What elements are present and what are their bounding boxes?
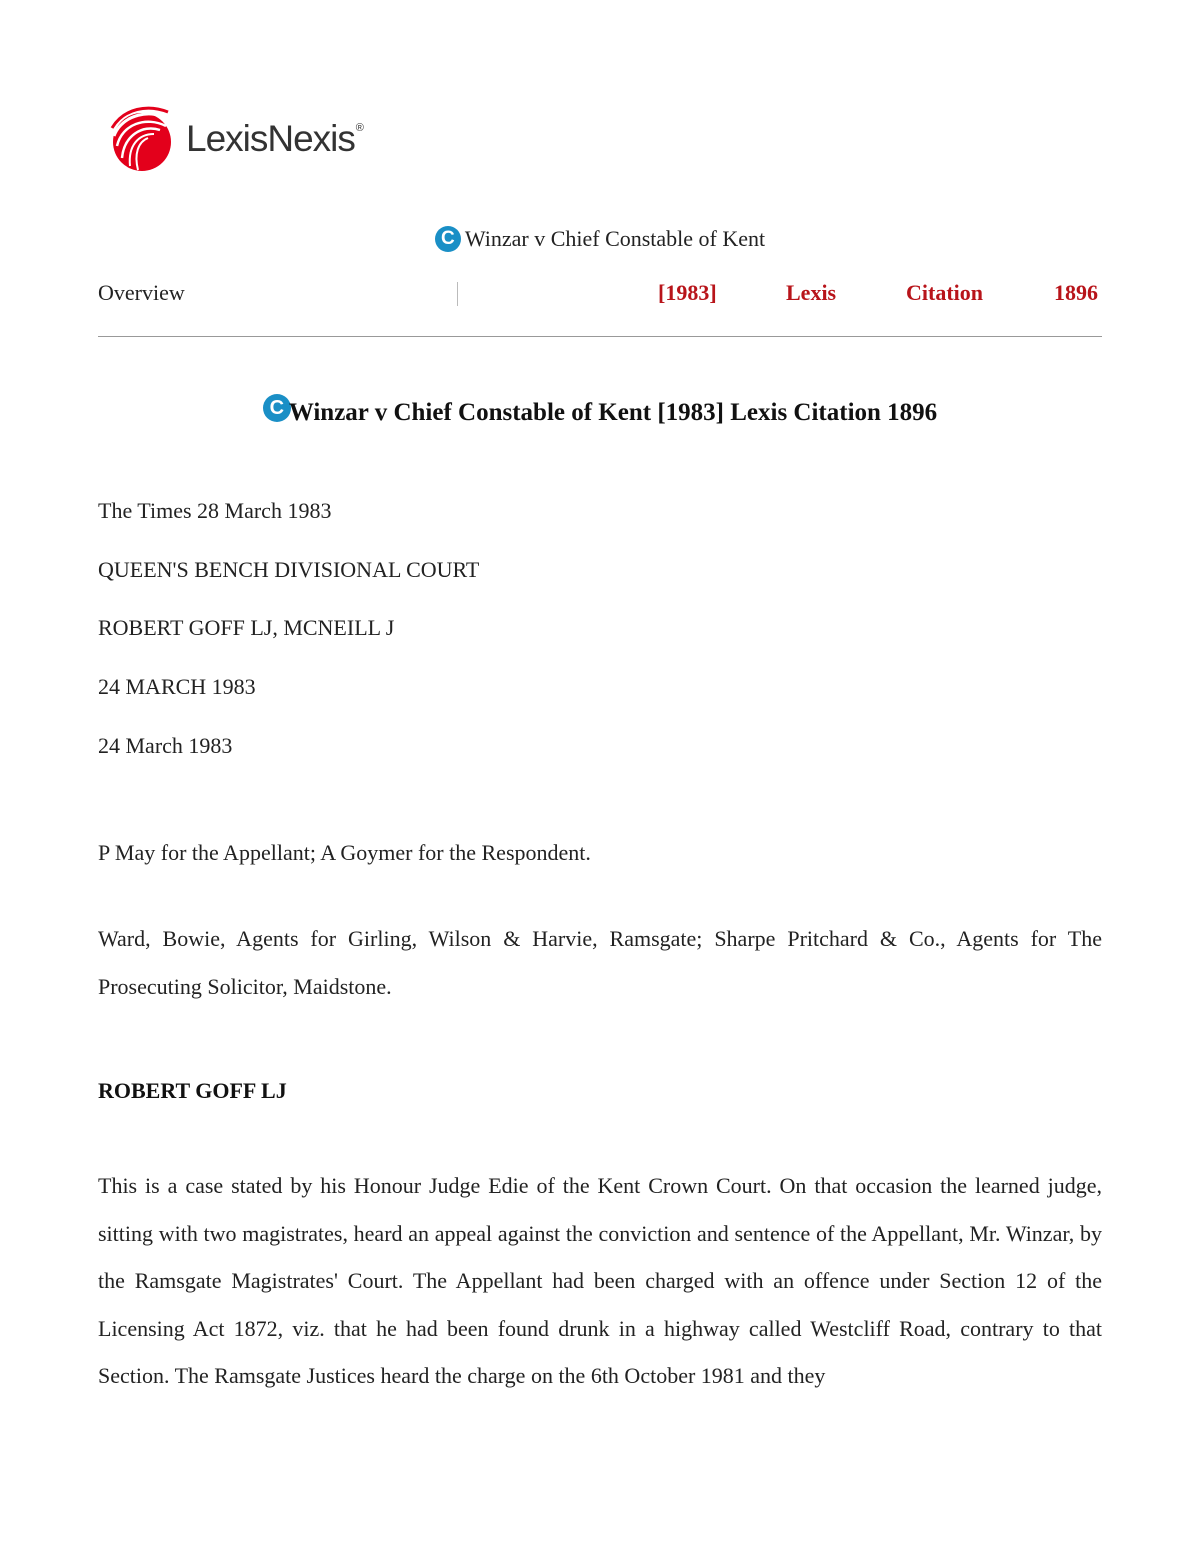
hearing-date: 24 MARCH 1983 xyxy=(98,674,256,699)
logo-wordmark: LexisNexis ® xyxy=(186,118,363,159)
citation-type[interactable]: Citation xyxy=(906,280,983,305)
header-case-name: Winzar v Chief Constable of Kent xyxy=(464,226,766,251)
citation-number[interactable]: 1896 xyxy=(1054,280,1098,305)
judgment-date: 24 March 1983 xyxy=(98,733,233,758)
case-status-icon: C xyxy=(263,394,291,422)
counsel: P May for the Appellant; A Goymer for the Respondent. xyxy=(98,840,591,865)
page-header-title xyxy=(0,226,1200,252)
judgment-paragraph: This is a case stated by his Honour Judge Edie of the Kent Crown Court. On that occasion the learned judge, sitting with two magistrates, heard an appeal against the conviction and sentence of the Appellant, Mr. Winzar, by the Ramsgate Magistrates' Court. The Appellant had been charged with an offence under Section 12 of the Licensing Act 1872, viz. that he had been found drunk in a highway called Westcliff Road, contrary to that Section. The Ramsgate Justices heard the charge on the 6th October 1981 and they xyxy=(98,1173,1102,1388)
nav-divider xyxy=(457,282,458,306)
judges: ROBERT GOFF LJ, MCNEILL J xyxy=(98,615,395,640)
lexisnexis-logo xyxy=(108,106,363,172)
case-status-icon: C xyxy=(435,226,461,252)
overview-link[interactable]: Overview xyxy=(98,280,185,305)
document-nav-bar xyxy=(98,280,1102,308)
court-name: QUEEN'S BENCH DIVISIONAL COURT xyxy=(98,557,480,582)
header-divider xyxy=(98,336,1102,337)
solicitors: Ward, Bowie, Agents for Girling, Wilson & Harvie, Ramsgate; Sharpe Pritchard & Co., Agents for The Prosecuting Solicitor, Maidstone. xyxy=(98,926,1102,999)
report-source: The Times 28 March 1983 xyxy=(98,498,332,523)
document-title-text: Winzar v Chief Constable of Kent [1983] Lexis Citation 1896 xyxy=(288,399,938,426)
document-title xyxy=(0,394,1200,427)
judge-heading: ROBERT GOFF LJ xyxy=(98,1078,287,1103)
lexisnexis-globe-icon xyxy=(108,106,172,172)
citation-year[interactable]: [1983] xyxy=(658,280,717,305)
citation-publisher[interactable]: Lexis xyxy=(786,280,837,305)
